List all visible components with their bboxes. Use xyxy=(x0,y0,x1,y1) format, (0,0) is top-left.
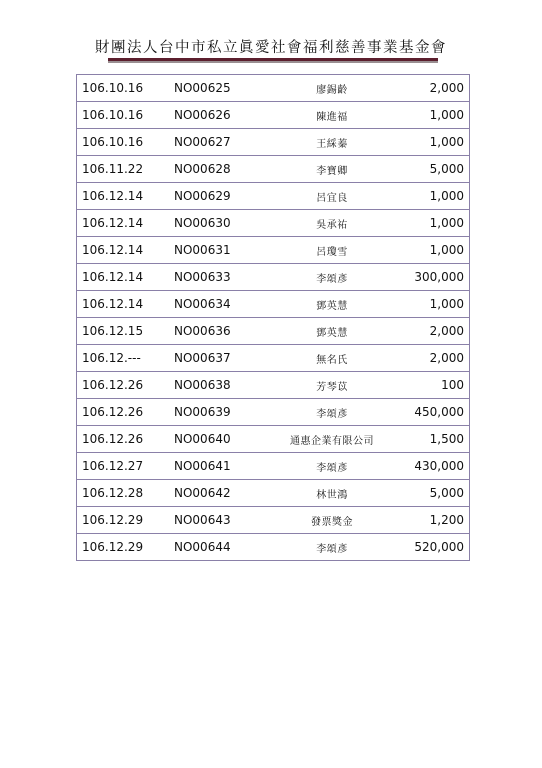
donation-table xyxy=(76,74,470,561)
donor-name-cell: 鄧英慧 xyxy=(267,291,397,318)
donor-name-cell: 吳承祐 xyxy=(267,210,397,237)
donation-amount-cell: 300,000 xyxy=(397,264,470,291)
receipt-number-cell: NO00637 xyxy=(169,345,267,372)
donor-name-cell: 王綵蓁 xyxy=(267,129,397,156)
receipt-date-cell: 106.12.27 xyxy=(77,453,170,480)
receipt-date-cell: 106.10.16 xyxy=(77,129,170,156)
donor-name-cell: 鄧英慧 xyxy=(267,318,397,345)
donation-amount-cell: 2,000 xyxy=(397,345,470,372)
donor-name-cell: 林世鴻 xyxy=(267,480,397,507)
receipt-number-cell: NO00625 xyxy=(169,75,267,102)
donation-amount-cell: 450,000 xyxy=(397,399,470,426)
donation-amount-cell: 1,500 xyxy=(397,426,470,453)
receipt-date-cell: 106.12.14 xyxy=(77,291,170,318)
donor-name-cell: 陳進福 xyxy=(267,102,397,129)
donation-amount-cell: 2,000 xyxy=(397,318,470,345)
receipt-number-cell: NO00630 xyxy=(169,210,267,237)
donation-amount-cell: 1,000 xyxy=(397,210,470,237)
table-row xyxy=(77,75,470,102)
receipt-date-cell: 106.12.14 xyxy=(77,237,170,264)
donor-name-cell: 芳琴苡 xyxy=(267,372,397,399)
receipt-date-cell: 106.12.15 xyxy=(77,318,170,345)
receipt-number-cell: NO00627 xyxy=(169,129,267,156)
table-row xyxy=(77,372,470,399)
table-row xyxy=(77,453,470,480)
table-row xyxy=(77,237,470,264)
receipt-date-cell: 106.12.28 xyxy=(77,480,170,507)
donor-name-cell: 李寶卿 xyxy=(267,156,397,183)
table-row xyxy=(77,102,470,129)
table-row xyxy=(77,291,470,318)
receipt-date-cell: 106.12.26 xyxy=(77,399,170,426)
header-rule-shadow xyxy=(108,61,438,63)
table-row xyxy=(77,345,470,372)
donor-name-cell: 發票獎金 xyxy=(267,507,397,534)
receipt-number-cell: NO00626 xyxy=(169,102,267,129)
receipt-date-cell: 106.12.14 xyxy=(77,264,170,291)
donation-amount-cell: 520,000 xyxy=(397,534,470,561)
donor-name-cell: 呂宜良 xyxy=(267,183,397,210)
donation-amount-cell: 2,000 xyxy=(397,75,470,102)
donation-amount-cell: 1,000 xyxy=(397,237,470,264)
donation-amount-cell: 430,000 xyxy=(397,453,470,480)
table-row xyxy=(77,507,470,534)
receipt-date-cell: 106.12.--- xyxy=(77,345,170,372)
table-row xyxy=(77,399,470,426)
table-row xyxy=(77,534,470,561)
donor-name-cell: 李頌彥 xyxy=(267,399,397,426)
receipt-date-cell: 106.11.22 xyxy=(77,156,170,183)
receipt-number-cell: NO00636 xyxy=(169,318,267,345)
receipt-date-cell: 106.12.29 xyxy=(77,507,170,534)
table-row xyxy=(77,183,470,210)
receipt-date-cell: 106.10.16 xyxy=(77,75,170,102)
receipt-number-cell: NO00641 xyxy=(169,453,267,480)
donor-name-cell: 李頌彥 xyxy=(267,534,397,561)
receipt-date-cell: 106.10.16 xyxy=(77,102,170,129)
receipt-number-cell: NO00642 xyxy=(169,480,267,507)
table-row xyxy=(77,426,470,453)
receipt-date-cell: 106.12.14 xyxy=(77,183,170,210)
table-row xyxy=(77,210,470,237)
donation-amount-cell: 1,200 xyxy=(397,507,470,534)
receipt-date-cell: 106.12.29 xyxy=(77,534,170,561)
receipt-number-cell: NO00628 xyxy=(169,156,267,183)
receipt-number-cell: NO00629 xyxy=(169,183,267,210)
table-row xyxy=(77,318,470,345)
donor-name-cell: 李頌彥 xyxy=(267,264,397,291)
page-title: 財團法人台中市私立眞愛社會福利慈善事業基金會 xyxy=(95,40,447,56)
donor-name-cell: 廖錫齡 xyxy=(267,75,397,102)
donation-amount-cell: 1,000 xyxy=(397,102,470,129)
receipt-number-cell: NO00640 xyxy=(169,426,267,453)
donation-amount-cell: 1,000 xyxy=(397,291,470,318)
receipt-number-cell: NO00639 xyxy=(169,399,267,426)
receipt-number-cell: NO00633 xyxy=(169,264,267,291)
donor-name-cell: 通惠企業有限公司 xyxy=(267,426,397,453)
receipt-number-cell: NO00634 xyxy=(169,291,267,318)
receipt-date-cell: 106.12.26 xyxy=(77,426,170,453)
receipt-number-cell: NO00638 xyxy=(169,372,267,399)
donor-name-cell: 無名氏 xyxy=(267,345,397,372)
donation-amount-cell: 100 xyxy=(397,372,470,399)
table-row xyxy=(77,129,470,156)
receipt-number-cell: NO00644 xyxy=(169,534,267,561)
receipt-number-cell: NO00643 xyxy=(169,507,267,534)
table-row xyxy=(77,480,470,507)
donation-table-body xyxy=(77,75,470,561)
table-row xyxy=(77,156,470,183)
donation-amount-cell: 5,000 xyxy=(397,156,470,183)
donor-name-cell: 李頌彥 xyxy=(267,453,397,480)
donor-name-cell: 呂瓊雪 xyxy=(267,237,397,264)
receipt-date-cell: 106.12.26 xyxy=(77,372,170,399)
donation-amount-cell: 1,000 xyxy=(397,129,470,156)
receipt-number-cell: NO00631 xyxy=(169,237,267,264)
donation-amount-cell: 1,000 xyxy=(397,183,470,210)
receipt-date-cell: 106.12.14 xyxy=(77,210,170,237)
donation-amount-cell: 5,000 xyxy=(397,480,470,507)
table-row xyxy=(77,264,470,291)
